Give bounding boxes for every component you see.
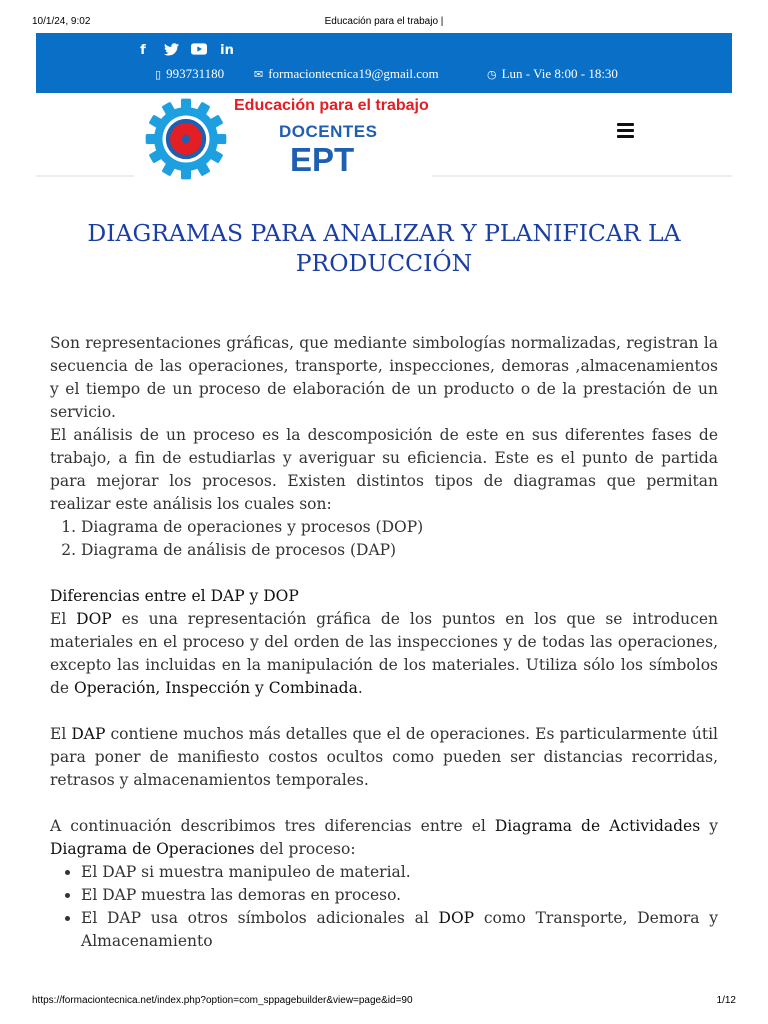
gear-logo-icon [144, 97, 228, 181]
list-item: 2. Diagrama de análisis de procesos (DAP) [81, 539, 718, 562]
differences-intro: A continuación describimos tres diferencias entre el Diagrama de Actividades y Diagrama de Operaciones del proceso: [50, 817, 718, 858]
analysis-paragraph: El análisis de un proceso es la descomposición de este en sus diferentes fases de trabajo, a fin de estudiarlas y averiguar su eficiencia. Este es el punto de partida para mejorar los procesos. Existen distintos tipos de diagramas que permitan realizar este análisis los cuales son: [50, 426, 718, 513]
page-url: https://formaciontecnica.net/index.php?option=com_sppagebuilder&view=page&id=90 [32, 995, 413, 1006]
print-page-title: Educación para el trabajo | [324, 16, 444, 27]
clock-icon: ◷ [487, 67, 497, 81]
logo-ept: EPT [290, 141, 355, 178]
phone-item[interactable] [155, 66, 224, 82]
intro-paragraph: Son representaciones gráficas, que mediante simbologías normalizadas, registran la secuencia de las operaciones, transporte, inspecciones, demoras ,almacenamientos y el tiempo de un proceso de elaboración de un producto o de la prestación de un servicio. [50, 334, 718, 421]
dap-paragraph: El DAP contiene muchos más detalles que el de operaciones. Es particularmente útil para poner de manifiesto costos ocultos como pueden ser distancias recorridas, retrasos y almacenamientos temporales. [50, 725, 719, 789]
article-content [50, 332, 718, 953]
phone-number: 993731180 [166, 66, 225, 81]
print-date: 10/1/24, 9:02 [32, 16, 91, 27]
page-number: 1/12 [716, 995, 736, 1006]
print-header [0, 16, 768, 30]
logo-docentes: DOCENTES [279, 122, 378, 141]
twitter-icon[interactable] [163, 43, 179, 59]
list-item: • El DAP muestra las demoras en proceso. [81, 884, 718, 907]
hours-item [487, 66, 618, 82]
phone-icon: ▯ [155, 67, 162, 81]
list-item: • El DAP usa otros símbolos adicionales al DOP como Transporte, Demora y Almacenamiento [81, 907, 718, 953]
envelope-icon: ✉ [254, 67, 264, 81]
list-item: • El DAP si muestra manipuleo de material. [81, 861, 718, 884]
navbar [36, 93, 732, 177]
list-item: 1. Diagrama de operaciones y procesos (DOP) [81, 516, 718, 539]
email-item[interactable] [254, 66, 439, 82]
youtube-icon[interactable] [191, 43, 207, 59]
logo-tagline: Educación para el trabajo [234, 97, 429, 114]
hamburger-menu-icon[interactable] [617, 123, 634, 137]
facebook-icon[interactable]: f [140, 43, 146, 58]
differences-subheading: Diferencias entre el DAP y DOP [50, 587, 299, 605]
differences-list [50, 861, 718, 953]
site-logo[interactable] [134, 93, 432, 179]
page-title: DIAGRAMAS PARA ANALIZAR Y PLANIFICAR LA PRODUCCIÓN [87, 219, 681, 277]
linkedin-icon[interactable]: in [220, 43, 234, 58]
top-bar [36, 33, 732, 93]
diagram-types-list [50, 516, 718, 562]
business-hours: Lun - Vie 8:00 - 18:30 [501, 66, 618, 81]
email-address: formaciontecnica19@gmail.com [268, 66, 439, 81]
print-footer [0, 995, 768, 1009]
dop-paragraph: El DOP es una representación gráfica de los puntos en los que se introducen materiales en el proceso y del orden de las inspecciones y de todas las operaciones, excepto las incluidas en la manipulación de los materiales. Utiliza sólo los símbolos de Operación, Inspección y Combinada. [50, 610, 719, 697]
social-links [135, 43, 235, 59]
